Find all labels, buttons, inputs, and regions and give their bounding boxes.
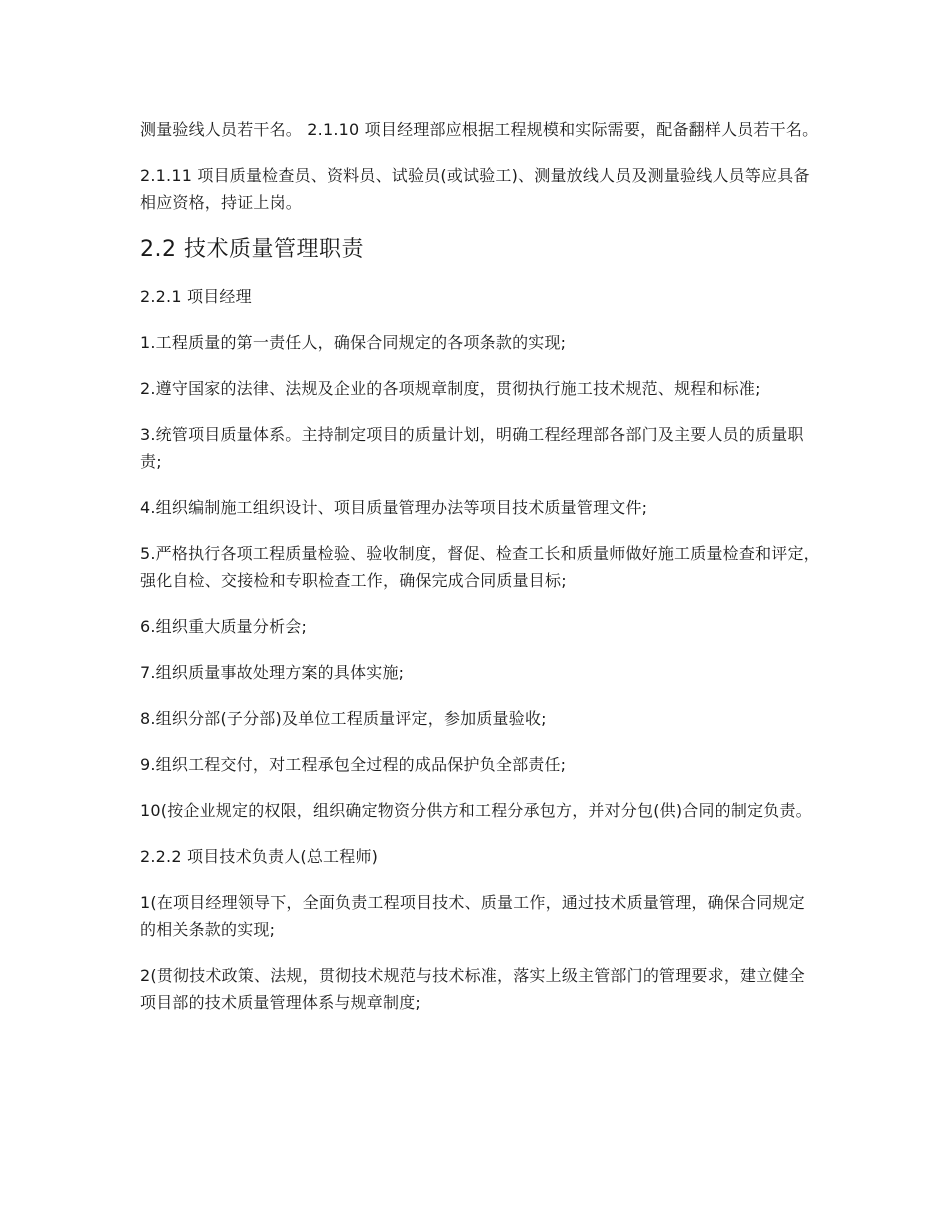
document-page: [140, 116, 820, 1035]
list-item: 5.严格执行各项工程质量检验、验收制度，督促、检查工长和质量师做好施工质量检查和评定，强化自检、交接检和专职检查工作，确保完成合同质量目标;: [140, 544, 820, 590]
list-item: 6.组织重大质量分析会;: [140, 617, 308, 636]
paragraph-continuation: 测量验线人员若干名。 2.1.10 项目经理部应根据工程规模和实际需要，配备翻样人员若干名。: [140, 120, 819, 139]
list-item: 1(在项目经理领导下，全面负责工程项目技术、质量工作，通过技术质量管理，确保合同规定的相关条款的实现;: [140, 893, 805, 939]
list-item: 1.工程质量的第一责任人，确保合同规定的各项条款的实现;: [140, 333, 567, 352]
subsection-heading-2-2-1: 2.2.1 项目经理: [140, 287, 252, 306]
list-item: 2.遵守国家的法律、法规及企业的各项规章制度，贯彻执行施工技术规范、规程和标准;: [140, 379, 761, 398]
list-item: 3.统管项目质量体系。主持制定项目的质量计划，明确工程经理部各部门及主要人员的质量职责;: [140, 425, 804, 471]
list-item: 7.组织质量事故处理方案的具体实施;: [140, 663, 405, 682]
list-item: 9.组织工程交付，对工程承包全过程的成品保护负全部责任;: [140, 755, 567, 774]
list-item: 8.组织分部(子分部)及单位工程质量评定，参加质量验收;: [140, 709, 547, 728]
list-item: 10(按企业规定的权限，组织确定物资分供方和工程分承包方，并对分包(供)合同的制定负责。: [140, 801, 812, 820]
list-item: 2(贯彻技术政策、法规，贯彻技术规范与技术标准，落实上级主管部门的管理要求，建立健全项目部的技术质量管理体系与规章制度;: [140, 966, 805, 1012]
subsection-heading-2-2-2: 2.2.2 项目技术负责人(总工程师): [140, 847, 379, 866]
list-item: 4.组织编制施工组织设计、项目质量管理办法等项目技术质量管理文件;: [140, 498, 648, 517]
paragraph-2-1-11: 2.1.11 项目质量检查员、资料员、试验员(或试验工)、测量放线人员及测量验线人员等应具备相应资格，持证上岗。: [140, 166, 810, 212]
section-heading-2-2: 2.2 技术质量管理职责: [140, 237, 364, 262]
